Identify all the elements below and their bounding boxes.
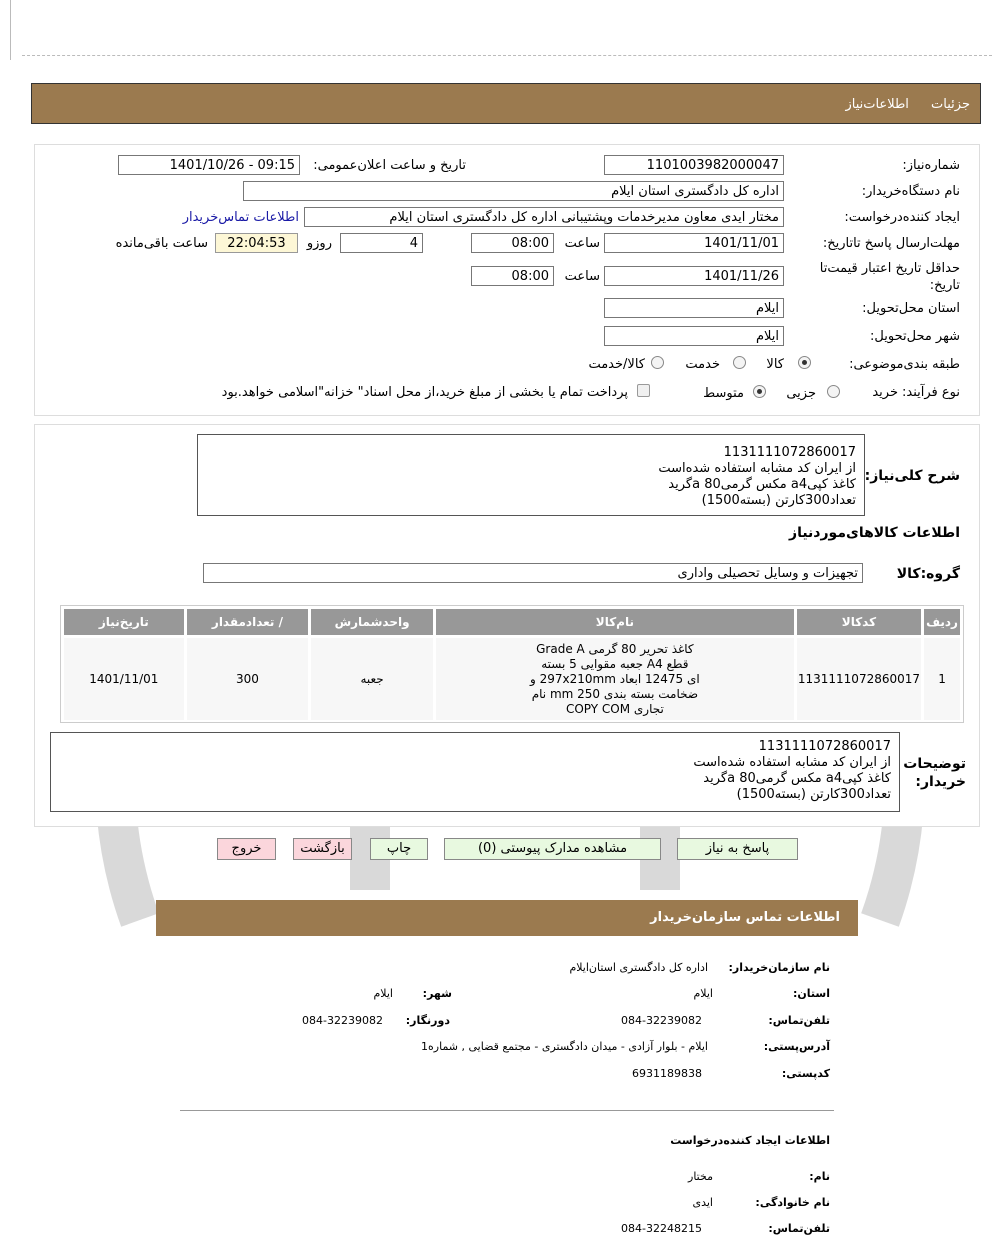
remaining-label: ساعت باقی‌مانده (115, 236, 208, 251)
process-minor-label: جزیی (786, 386, 816, 401)
general-desc-line: کاغذ کپی‌a4 مکس گرمی‌80 aگرید (668, 477, 856, 492)
col-index: ردیف (924, 609, 960, 635)
row-qty: 300 (187, 638, 309, 720)
general-desc-line: 1131111072860017 (723, 445, 856, 460)
city-label: شهر محل‌تحویل: (870, 329, 960, 344)
contact-address-label: آدرس‌پستی: (763, 1040, 830, 1053)
buyer-contact-link[interactable]: اطلاعات تماس‌خریدار (182, 210, 299, 225)
header-bar (31, 83, 981, 124)
need-number-field: 1101003982000047 (604, 155, 784, 175)
col-qty: / تعدادمقدار (187, 609, 309, 635)
table-header-row (64, 609, 960, 635)
goods-table-wrapper (60, 605, 964, 723)
row-name (436, 638, 794, 720)
contact-address-value: ایلام - بلوار آزادی - میدان دادگستری - مجتمع قضایی , شماره1 (421, 1040, 708, 1053)
print-button[interactable]: چاپ (370, 838, 428, 860)
row-name-line: کاغذ تحریر 80 گرمی Grade A (536, 641, 694, 656)
process-medium-label: متوسط (703, 386, 744, 401)
buyer-desc-label-1: توضیحات (903, 756, 966, 772)
announce-date-label: تاریخ و ساعت اعلان‌عمومی: (313, 158, 466, 173)
tab-need-info[interactable]: اطلاعات‌نیاز (845, 97, 909, 112)
general-desc-line: از ایران کد مشابه استفاده شده‌است (658, 461, 856, 476)
contact-phone-label: تلفن‌تماس: (768, 1014, 830, 1027)
contact-fax-value: 084-32239082 (302, 1014, 383, 1027)
goods-info-title: اطلاعات کالاهای‌موردنیاز (789, 525, 960, 541)
col-name: نام‌کالا (436, 609, 794, 635)
tab-details[interactable]: جزئیات (931, 97, 970, 112)
contact-postal-value: 6931189838 (632, 1067, 702, 1080)
province-label: استان محل‌تحویل: (862, 301, 960, 316)
contact-separator (180, 1110, 834, 1111)
category-goods-service-radio[interactable] (651, 356, 664, 369)
back-button[interactable]: بازگشت (293, 838, 352, 860)
validity-hour-label: ساعت (564, 269, 600, 284)
group-field: تجهیزات و وسایل تحصیلی واداری (203, 563, 863, 583)
top-divider (22, 55, 992, 56)
process-minor-radio[interactable] (827, 385, 840, 398)
row-name-line: ضخامت بسته بندی 250 mm نام (531, 686, 699, 701)
deadline-time-field: 08:00 (471, 233, 554, 253)
row-index: 1 (924, 638, 960, 720)
days-field: 4 (340, 233, 423, 253)
contact-province-value: ایلام (693, 987, 713, 1000)
row-name-line: تجاری COPY COM (565, 701, 664, 716)
buyer-desc-line: از ایران کد مشابه استفاده شده‌است (693, 755, 891, 770)
days-label: روزو (306, 236, 332, 251)
contact-city-value: ایلام (373, 987, 393, 1000)
org-label: نام سازمان‌خریدار: (728, 961, 830, 974)
table-row (64, 638, 960, 720)
contact-section-title: اطلاعات تماس سازمان‌خریدار (650, 910, 840, 925)
city-field: ایلام (604, 326, 784, 346)
col-code: کدکالا (797, 609, 921, 635)
contact-fax-label: دورنگار: (405, 1014, 450, 1027)
category-goods-radio[interactable] (798, 356, 811, 369)
general-desc-box (197, 434, 865, 516)
need-number-label: شماره‌نیاز: (902, 158, 960, 173)
process-buy-label: خرید (872, 385, 898, 400)
buyer-desc-label-2: خریدار: (915, 774, 966, 790)
goods-table (61, 606, 963, 723)
category-goods-service-label: کالا/خدمت (588, 357, 645, 372)
contact-city-label: شهر: (422, 987, 452, 1000)
contact-section-bar (156, 900, 858, 936)
buyer-label: نام دستگاه‌خریدار: (861, 184, 960, 199)
process-label: نوع فرآیند: (902, 385, 960, 400)
view-docs-button[interactable]: مشاهده مدارک پیوستی (0) (444, 838, 661, 860)
exit-button[interactable]: خروج (217, 838, 276, 860)
row-name-line: قطع A4 جعبه مقوایی 5 بسته (541, 656, 689, 671)
row-unit: جعبه (311, 638, 433, 720)
deadline-hour-label: ساعت (564, 236, 600, 251)
row-name-line: ای 12475 ابعاد 297x210mm و (530, 671, 700, 686)
category-goods-label: کالا (766, 357, 784, 372)
buyer-desc-line: کاغذ کپی‌a4 مکس گرمی‌80 aگرید (703, 771, 891, 786)
buyer-field: اداره کل دادگستری استان ایلام (243, 181, 784, 201)
creator-field: مختار ایدی معاون مدیرخدمات وپشتیبانی اداره کل دادگستری استان ایلام (304, 207, 784, 227)
process-medium-radio[interactable] (753, 385, 766, 398)
validity-date-field: 1401/11/26 (604, 266, 784, 286)
category-service-radio[interactable] (733, 356, 746, 369)
contact-postal-label: کد‌پستی: (781, 1067, 830, 1080)
treasury-payment-label: پرداخت تمام یا بخشی از مبلغ خرید،از محل اسناد" خزانه"اسلامی خواهد.بود (221, 385, 628, 400)
creator-label: ایجاد کننده‌درخواست: (844, 210, 960, 225)
contact-phone-value: 084-32239082 (621, 1014, 702, 1027)
remaining-time-field: 22:04:53 (215, 233, 298, 253)
province-field: ایلام (604, 298, 784, 318)
creator-name-value: مختار (688, 1170, 713, 1183)
general-desc-label: شرح کلی‌نیاز: (864, 468, 960, 484)
row-date: 1401/11/01 (64, 638, 184, 720)
creator-phone-label: تلفن‌تماس: (768, 1222, 830, 1235)
col-date: تاریخ‌نیاز (64, 609, 184, 635)
buyer-desc-line: تعداد300کارتن (بسته1500) (736, 787, 891, 802)
creator-family-value: ایدی (692, 1196, 713, 1209)
category-label: طبقه بندی‌موضوعی: (849, 357, 960, 372)
deadline-date-field: 1401/11/01 (604, 233, 784, 253)
treasury-payment-checkbox[interactable] (637, 384, 650, 397)
creator-name-label: نام: (809, 1170, 830, 1183)
announce-date-field: 1401/10/26 - 09:15 (118, 155, 300, 175)
contact-province-label: استان: (793, 987, 830, 1000)
category-service-label: خدمت (685, 357, 720, 372)
buyer-desc-box (50, 732, 900, 812)
org-value: اداره کل دادگستری استان‌ایلام (569, 961, 708, 974)
reply-button[interactable]: پاسخ به نیاز (677, 838, 798, 860)
validity-label-line1: حداقل تاریخ اعتبار قیمت‌تا (819, 261, 960, 276)
creator-family-label: نام خانوادگی: (755, 1196, 830, 1209)
row-code: 1131111072860017 (797, 638, 921, 720)
col-unit: واحدشمارش (311, 609, 433, 635)
validity-time-field: 08:00 (471, 266, 554, 286)
validity-label-line2: تاریخ: (929, 278, 960, 293)
group-label: گروه:کالا (896, 566, 960, 582)
left-border-line (10, 0, 11, 60)
deadline-label: مهلت‌ارسال پاسخ تا‌تاریخ: (822, 236, 960, 251)
buyer-desc-line: 1131111072860017 (758, 739, 891, 754)
creator-info-title: اطلاعات ایجاد کننده‌درخواست (670, 1134, 830, 1147)
creator-phone-value: 084-32248215 (621, 1222, 702, 1235)
general-desc-line: تعداد300کارتن (بسته1500) (701, 493, 856, 508)
